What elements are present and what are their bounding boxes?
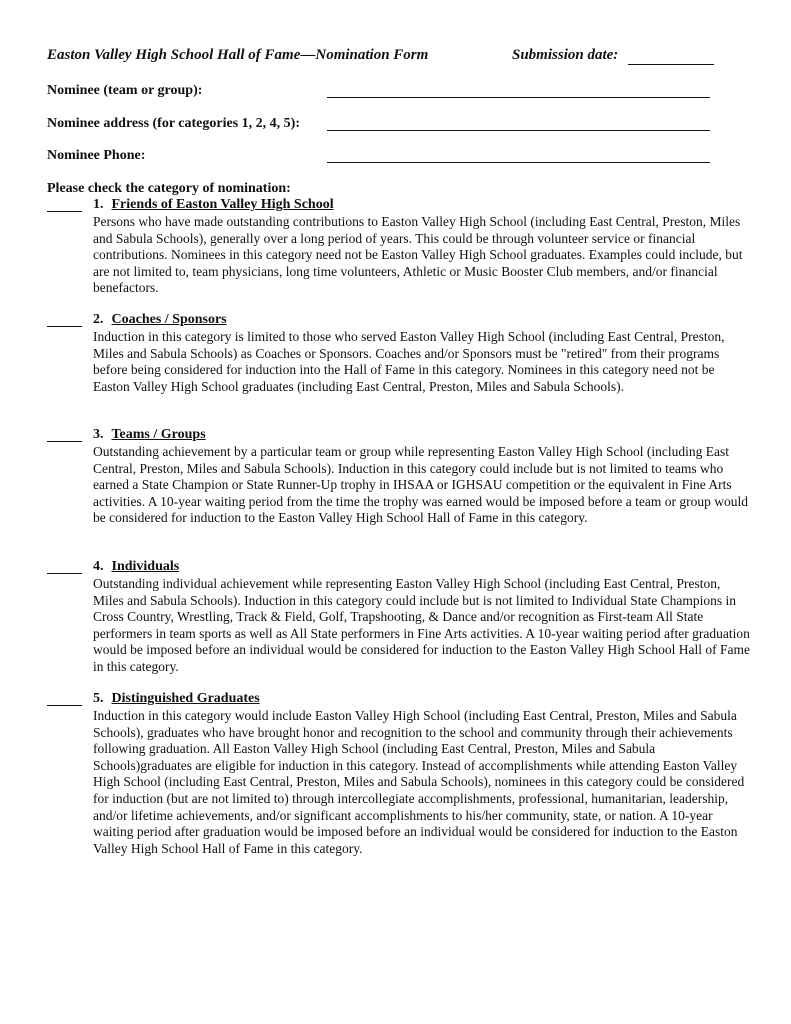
category-checkbox-blank[interactable]: [47, 705, 82, 706]
category-heading: [93, 427, 206, 443]
category-title: Distinguished Graduates: [111, 691, 260, 706]
category-description: Outstanding individual achievement while representing Easton Valley High School (including East Central, Preston, Miles and Sabula Schools). Induction in this category could include but is not limited to Individual State Champions in Cross Country, Wrestling, Track & Field, Golf, Trapshooting, & Dance and/or recognition as First-team All State performers in team sports as well as All State performers in Fine Arts activities. A 10-year waiting period after graduation would be imposed before an individual would be considered for induction to the Easton Valley High School Hall of Fame in this category.: [93, 576, 750, 674]
category-number: 2.: [93, 312, 104, 327]
category-title: Teams / Groups: [111, 427, 206, 442]
category-description: Outstanding achievement by a particular team or group while representing Easton Valley High School (including East Central, Preston, Miles and Sabula Schools). Induction in this category could include but is not limited to teams who earned a State Champion or State Runner-Up trophy in IHSAA or IGHSAU competition or the equivalent in Fine Arts activities. A 10-year waiting period from the time the trophy was earned would be imposed before a team or group would be considered for induction to the Easton Valley High School Hall of Fame in this category.: [93, 444, 748, 526]
category-prompt: Please check the category of nomination:: [47, 181, 291, 196]
form-title: Easton Valley High School Hall of Fame—Nomination Form: [47, 47, 429, 63]
category-checkbox-blank[interactable]: [47, 441, 82, 442]
nominee-phone-blank[interactable]: [327, 162, 710, 163]
submission-date-blank[interactable]: [628, 64, 714, 65]
category-number: 5.: [93, 691, 104, 706]
nominee-phone-label: Nominee Phone:: [47, 148, 146, 163]
category-title: Coaches / Sponsors: [111, 312, 227, 327]
category-heading: [93, 312, 227, 328]
nominee-address-blank[interactable]: [327, 130, 710, 131]
nominee-address-label: Nominee address (for categories 1, 2, 4, 5):: [47, 116, 300, 131]
category-heading: [93, 197, 334, 213]
category-description: Induction in this category would include Easton Valley High School (including East Central, Preston, Miles and Sabula Schools), graduates who have brought honor and recognition to the school and community through their achievements following graduation. All Easton Valley High School (including East Central, Preston, Miles and Sabula Schools)graduates are eligible for induction in this category. Instead of accomplishments while attending Easton Valley High School (including East Central, Preston, Miles and Sabula Schools), nominees in this category could be considered for induction (but are not limited to) through intercollegiate accomplishments, professional, humanitarian, leadership, and/or lifetime achievements, and/or significant accomplishments to his/her community, state, or nation. A 10-year waiting period after graduation would be imposed before an individual would be considered for induction to the Easton Valley High School Hall of Fame in this category.: [93, 708, 745, 856]
submission-date-label: Submission date:: [512, 47, 619, 63]
category-description: Persons who have made outstanding contributions to Easton Valley High School (including East Central, Preston, Miles and Sabula Schools), generally over a long period of years. This could be through volunteer service or financial contributions. Nominees in this category need not be Easton Valley High School graduates. Examples could include, but are not limited to, team physicians, long time volunteers, Athletic or Music Booster Club members, and/or financial benefactors.: [93, 214, 743, 296]
category-title: Individuals: [111, 559, 180, 574]
category-number: 3.: [93, 427, 104, 442]
nominee-blank[interactable]: [327, 97, 710, 98]
nominee-label: Nominee (team or group):: [47, 83, 203, 98]
category-heading: [93, 559, 179, 575]
category-title: Friends of Easton Valley High School: [111, 197, 334, 212]
category-checkbox-blank[interactable]: [47, 573, 82, 574]
category-description: Induction in this category is limited to those who served Easton Valley High School (including East Central, Preston, Miles and Sabula Schools) as Coaches or Sponsors. Coaches and/or Sponsors must be "retired" from their programs before being considered for induction into the Hall of Fame in this category. Nominees in this category need not be Easton Valley High School graduates (including East Central, Preston, Miles and Sabula Schools).: [93, 329, 725, 394]
category-heading: [93, 691, 260, 707]
category-number: 1.: [93, 197, 104, 212]
category-number: 4.: [93, 559, 104, 574]
category-checkbox-blank[interactable]: [47, 326, 82, 327]
category-checkbox-blank[interactable]: [47, 211, 82, 212]
